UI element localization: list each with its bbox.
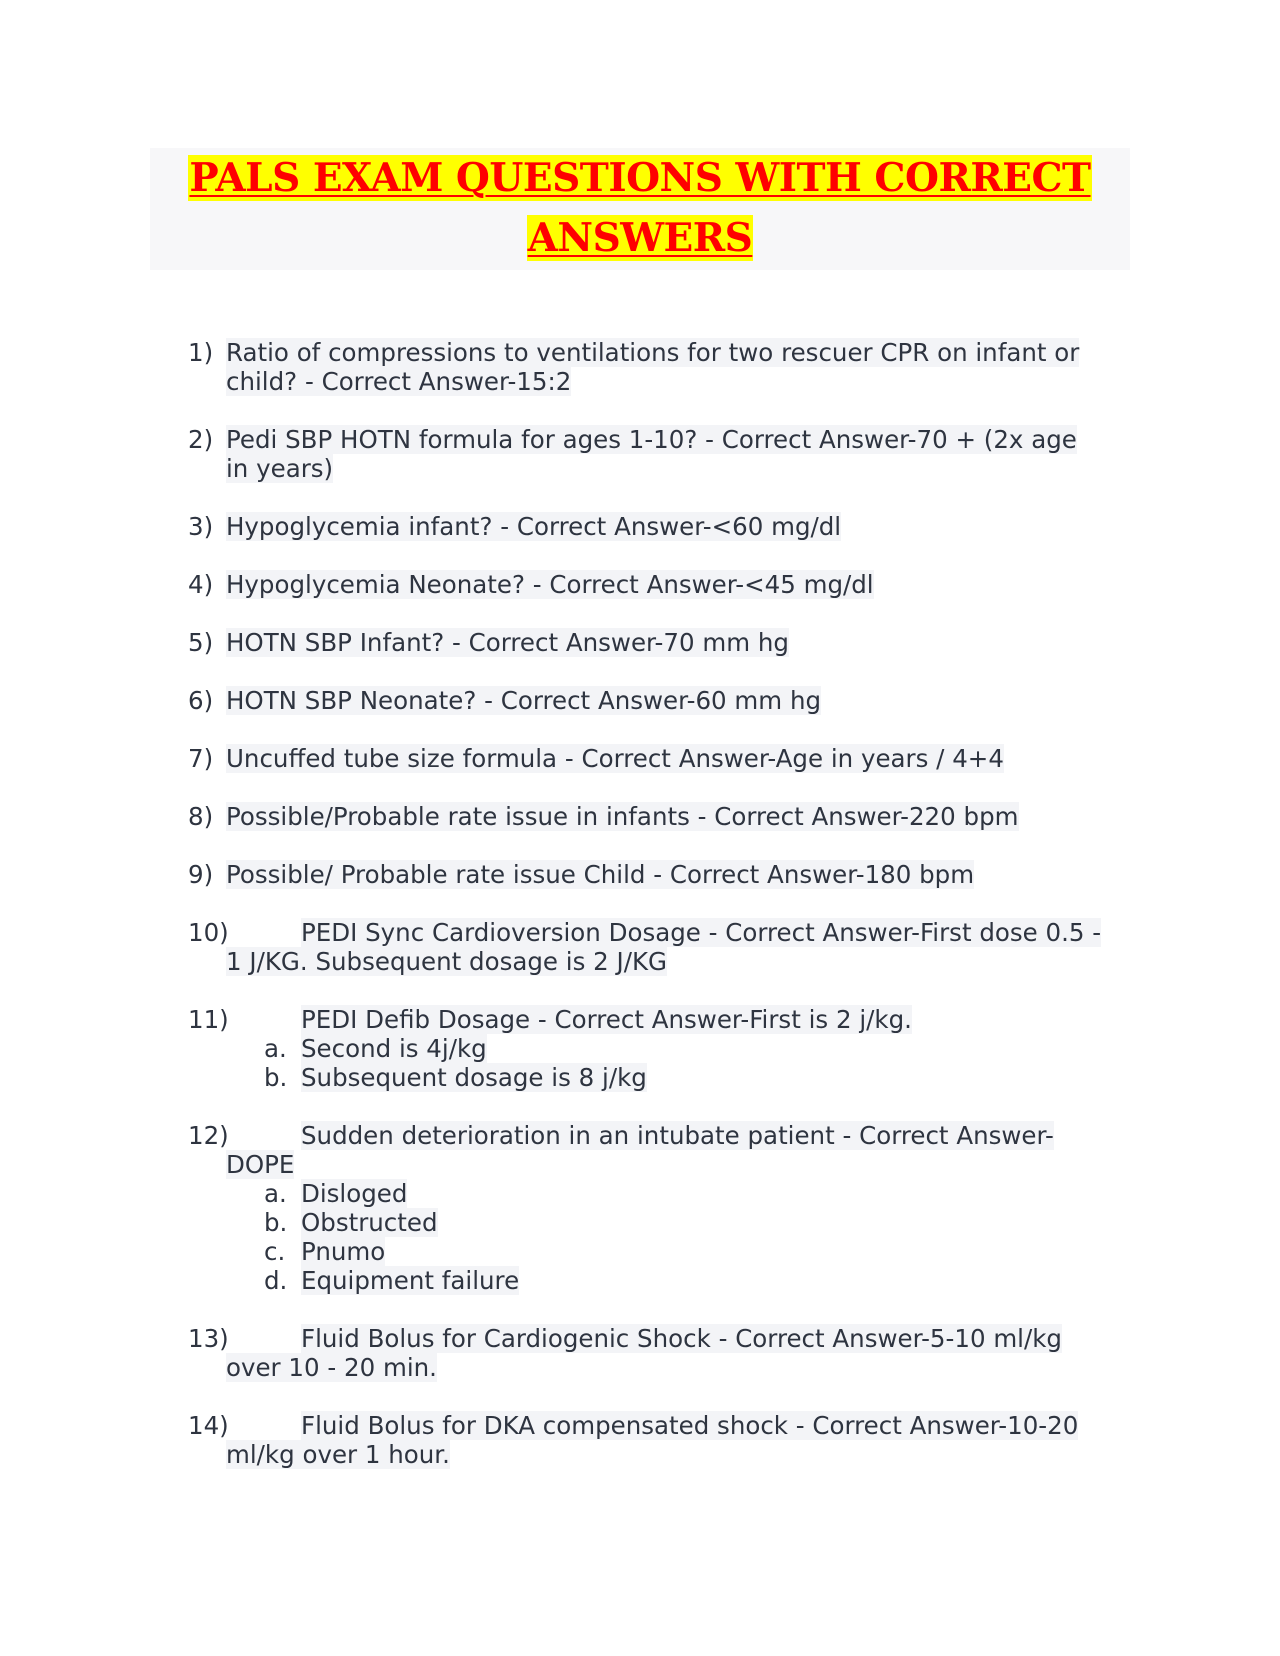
question-text: Fluid Bolus for Cardiogenic Shock - Correct Answer-5-10 ml/kg xyxy=(301,1324,1062,1353)
question-item xyxy=(188,744,1138,773)
question-number: 8) xyxy=(188,802,214,831)
question-number: 14) xyxy=(188,1411,229,1440)
question-text: DOPE xyxy=(226,1150,295,1179)
sub-item-letter: b. xyxy=(264,1208,288,1237)
question-number: 2) xyxy=(188,425,214,454)
sub-item-letter: d. xyxy=(264,1266,288,1295)
question-text: Pedi SBP HOTN formula for ages 1-10? - Correct Answer-70 + (2x age xyxy=(226,425,1077,454)
question-text: Sudden deterioration in an intubate patient - Correct Answer- xyxy=(301,1121,1054,1150)
question-text: Possible/Probable rate issue in infants - Correct Answer-220 bpm xyxy=(226,802,1019,831)
question-item xyxy=(188,860,1138,889)
question-text: child? - Correct Answer-15:2 xyxy=(226,367,572,396)
question-item xyxy=(188,1005,1138,1092)
question-item xyxy=(188,338,1138,396)
question-number: 6) xyxy=(188,686,214,715)
sub-item-text: Pnumo xyxy=(301,1237,386,1266)
question-number: 5) xyxy=(188,628,214,657)
question-text: PEDI Defib Dosage - Correct Answer-First is 2 j/kg. xyxy=(301,1005,912,1034)
question-item xyxy=(188,1411,1138,1469)
question-number: 12) xyxy=(188,1121,229,1150)
question-list xyxy=(188,338,1138,1498)
question-text: Uncuffed tube size formula - Correct Answer-Age in years / 4+4 xyxy=(226,744,1004,773)
sub-item-letter: b. xyxy=(264,1063,288,1092)
title-line-1: PALS EXAM QUESTIONS WITH CORRECT xyxy=(189,155,1091,201)
question-number: 13) xyxy=(188,1324,229,1353)
sub-item-text: Second is 4j/kg xyxy=(301,1034,487,1063)
question-text: Fluid Bolus for DKA compensated shock - Correct Answer-10-20 xyxy=(301,1411,1079,1440)
sub-item-text: Subsequent dosage is 8 j/kg xyxy=(301,1063,647,1092)
question-text: HOTN SBP Neonate? - Correct Answer-60 mm hg xyxy=(226,686,822,715)
sub-item xyxy=(226,1034,1138,1063)
sub-item-text: Disloged xyxy=(301,1179,408,1208)
question-item xyxy=(188,570,1138,599)
question-item xyxy=(188,628,1138,657)
question-number: 4) xyxy=(188,570,214,599)
question-item xyxy=(188,512,1138,541)
sub-item-letter: c. xyxy=(264,1237,286,1266)
sub-item xyxy=(226,1063,1138,1092)
sub-item xyxy=(226,1237,1138,1266)
question-text: 1 J/KG. Subsequent dosage is 2 J/KG xyxy=(226,947,668,976)
sub-item-text: Obstructed xyxy=(301,1208,438,1237)
question-text: ml/kg over 1 hour. xyxy=(226,1440,450,1469)
question-number: 3) xyxy=(188,512,214,541)
question-text: Ratio of compressions to ventilations for two rescuer CPR on infant or xyxy=(226,338,1080,367)
sub-item-text: Equipment failure xyxy=(301,1266,520,1295)
sub-item-letter: a. xyxy=(264,1179,287,1208)
question-item xyxy=(188,686,1138,715)
question-item xyxy=(188,1324,1138,1382)
question-number: 1) xyxy=(188,338,214,367)
question-item xyxy=(188,918,1138,976)
sub-item xyxy=(226,1208,1138,1237)
sub-item-letter: a. xyxy=(264,1034,287,1063)
sub-item xyxy=(226,1179,1138,1208)
question-text: over 10 - 20 min. xyxy=(226,1353,437,1382)
question-item xyxy=(188,425,1138,483)
question-number: 10) xyxy=(188,918,229,947)
document-title xyxy=(150,148,1130,270)
question-text: Hypoglycemia Neonate? - Correct Answer-<45 mg/dl xyxy=(226,570,874,599)
question-text: HOTN SBP Infant? - Correct Answer-70 mm hg xyxy=(226,628,789,657)
question-item xyxy=(188,802,1138,831)
question-number: 9) xyxy=(188,860,214,889)
sub-item xyxy=(226,1266,1138,1295)
question-number: 7) xyxy=(188,744,214,773)
question-text: Possible/ Probable rate issue Child - Correct Answer-180 bpm xyxy=(226,860,975,889)
question-text: PEDI Sync Cardioversion Dosage - Correct Answer-First dose 0.5 - xyxy=(301,918,1102,947)
question-text: in years) xyxy=(226,454,334,483)
question-number: 11) xyxy=(188,1005,229,1034)
question-item xyxy=(188,1121,1138,1295)
title-line-2: ANSWERS xyxy=(527,215,753,261)
question-text: Hypoglycemia infant? - Correct Answer-<60 mg/dl xyxy=(226,512,842,541)
